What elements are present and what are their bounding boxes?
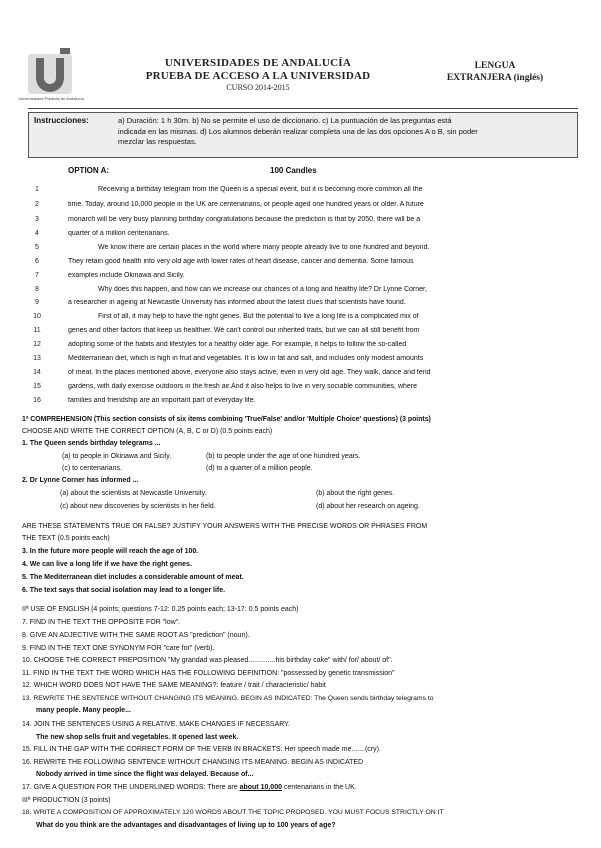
line-number: 6 bbox=[35, 258, 39, 265]
question-1: 1. The Queen sends birthday telegrams ... bbox=[22, 440, 161, 447]
text-line: a researcher in ageing at Newcastle University has informed about the latest clues that scientists have found. bbox=[68, 299, 406, 306]
option-2d: (d) about her research on ageing. bbox=[316, 503, 420, 510]
header-title-1: UNIVERSIDADES DE ANDALUCÍA bbox=[164, 57, 352, 69]
true-false-instruction-2: THE TEXT (0.5 points each) bbox=[22, 535, 110, 542]
header-title-2: PRUEBA DE ACCESO A LA UNIVERSIDAD bbox=[145, 70, 371, 82]
line-number: 1 bbox=[35, 186, 39, 193]
option-1a: (a) to people in Okinawa and Sicily. bbox=[62, 453, 172, 460]
option-label: OPTION A: bbox=[68, 166, 110, 175]
question-15: 15. FILL IN THE GAP WITH THE CORRECT FORM OF THE VERB IN BRACKETS: Her speech made me.......(cry). bbox=[22, 746, 381, 753]
question-17-end: centenarians in the UK. bbox=[282, 784, 357, 791]
text-line: quarter of a million centenarians. bbox=[68, 230, 170, 237]
line-number: 3 bbox=[35, 216, 39, 223]
line-number: 9 bbox=[35, 299, 39, 306]
option-2c: (c) about new discoveries by scientists in her field. bbox=[60, 503, 216, 510]
instructions-line: indicada en las mismas. d) Los alumnos deberán realizar completa una de las dos opciones A o B, sin poder bbox=[118, 126, 478, 136]
question-9: 9. FIND IN THE TEXT ONE SYNONYM FOR "care for" (verb). bbox=[22, 645, 215, 652]
instructions-text bbox=[118, 116, 574, 148]
line-number: 13 bbox=[33, 355, 41, 362]
question-18: 18. WRITE A COMPOSITION OF APPROXIMATELY 120 WORDS ABOUT THE TOPIC PROPOSED. YOU MUST FOCUS STRICTLY ON IT bbox=[22, 809, 444, 816]
header-divider bbox=[28, 108, 578, 109]
question-3: 3. In the future more people will reach the age of 100. bbox=[22, 548, 199, 555]
comprehension-heading: 1ª COMPREHENSION (This section consists of six items combining 'True/False' and/or 'Multiple Choice' questions) (3 points) bbox=[22, 416, 431, 423]
text-line: of meat. In the places mentioned above, everyone also stays active, even in very old age. They walk, dance and tend bbox=[68, 369, 431, 376]
text-line: adopting some of the habits and lifestyles for a healthy older age. For example, it helps to follow the so-called bbox=[68, 341, 407, 348]
text-line: examples include Okinawa and Sicily. bbox=[68, 272, 185, 279]
question-14-sentences: The new shop sells fruit and vegetables. It opened last week. bbox=[36, 734, 239, 741]
question-14: 14. JOIN THE SENTENCES USING A RELATIVE. MAKE CHANGES IF NECESSARY. bbox=[22, 721, 290, 728]
line-number: 11 bbox=[33, 327, 41, 334]
comprehension-subheading: CHOOSE AND WRITE THE CORRECT OPTION (A, B, C or D) (0.5 points each) bbox=[22, 428, 273, 435]
option-1d: (d) to a quarter of a million people. bbox=[206, 465, 313, 472]
text-line: Mediterranean diet, which is high in fruit and vegetables. It is low in fat and salt, and includes only modest amounts bbox=[68, 355, 424, 362]
question-10: 10. CHOOSE THE CORRECT PREPOSITION "My grandad was pleased..............his birthday cake" with/ for/ about/ of". bbox=[22, 657, 393, 664]
header-subject-1: LENGUA bbox=[474, 61, 516, 71]
header-course: CURSO 2014-2015 bbox=[226, 83, 290, 92]
line-number: 12 bbox=[33, 341, 41, 348]
instructions-line: a) Duración: 1 h 30m. b) No se permite el uso de diccionario. c) La puntuación de las preguntas está bbox=[118, 116, 452, 125]
line-number: 10 bbox=[33, 313, 41, 320]
line-number: 16 bbox=[33, 397, 41, 404]
use-of-english-heading: IIª USE OF ENGLISH (4 points; questions 7-12: 0.25 points each; 13-17: 0.5 points each) bbox=[22, 606, 299, 613]
option-1b: (b) to people under the age of one hundred years. bbox=[206, 453, 361, 460]
logo-caption: Universidades Públicas de Andalucía bbox=[18, 96, 84, 101]
instructions-line: mezclar las respuestas. bbox=[118, 137, 197, 146]
text-line: families and friendship are an important part of everyday life. bbox=[68, 397, 256, 404]
question-16: 16. REWRITE THE FOLLOWING SENTENCE WITHOUT CHANGING ITS MEANING. BEGIN AS INDICATED bbox=[22, 759, 364, 766]
line-number: 15 bbox=[33, 383, 41, 390]
text-line: We know there are certain places in the world where many people already live to one hundred and beyond. bbox=[98, 244, 430, 251]
question-17-text: 17. GIVE A QUESTION FOR THE UNDERLINED WORDS: There are bbox=[22, 784, 240, 791]
option-2a: (a) about the scientists at Newcastle University. bbox=[60, 490, 207, 497]
line-number: 7 bbox=[35, 272, 39, 279]
line-number: 2 bbox=[35, 201, 39, 208]
line-number: 5 bbox=[35, 244, 39, 251]
question-17-underlined: about 10,000 bbox=[239, 784, 282, 791]
option-1c: (c) to centenarians. bbox=[62, 465, 122, 472]
text-line: time. Today, around 10,000 people in the UK are centenarians, or people aged one hundred years or older. A future bbox=[68, 201, 424, 208]
question-6: 6. The text says that social isolation may lead to a longer life. bbox=[22, 587, 226, 594]
question-7: 7. FIND IN THE TEXT THE OPPOSITE FOR "low". bbox=[22, 619, 181, 626]
text-line: They retain good health into very old age with lower rates of heart disease, cancer and dementia. Some famous bbox=[68, 258, 414, 265]
question-17 bbox=[22, 784, 357, 791]
option-2b: (b) about the right genes. bbox=[316, 490, 395, 497]
true-false-instruction: ARE THESE STATEMENTS TRUE OR FALSE? JUSTIFY YOUR ANSWERS WITH THE PRECISE WORDS OR PHRASES FROM bbox=[22, 523, 428, 530]
line-number: 14 bbox=[33, 369, 41, 376]
text-line: monarch will be very busy planning birthday congratulations because the prediction is that by 2050, there will be a bbox=[68, 216, 421, 223]
line-number: 8 bbox=[35, 286, 39, 293]
question-11: 11. FIND IN THE TEXT THE WORD WHICH HAS THE FOLLOWING DEFINITION: "possessed by genetic transmission" bbox=[22, 670, 395, 677]
line-number: 4 bbox=[35, 230, 39, 237]
production-heading: IIIª PRODUCTION (3 points) bbox=[22, 797, 111, 804]
text-line: genes and other factors that keep us healthier. We can't control our inherited traits, but we can all still benefit from bbox=[68, 327, 420, 334]
question-8: 8. GIVE AN ADJECTIVE WITH THE SAME ROOT AS "prediction" (noun). bbox=[22, 632, 250, 639]
question-12: 12. WHICH WORD DOES NOT HAVE THE SAME MEANING?: feature / trait / characteristic/ habit bbox=[22, 682, 326, 689]
question-4: 4. We can live a long life if we have the right genes. bbox=[22, 561, 192, 568]
instructions-label: Instrucciones: bbox=[34, 116, 89, 125]
text-line: Receiving a birthday telegram from the Queen is a special event, but it is becoming more common all the bbox=[98, 186, 423, 193]
question-13: 13. REWRITE THE SENTENCE WITHOUT CHANGING ITS MEANING. BEGIN AS INDICATED: The Queen sends birthday telegrams to bbox=[22, 695, 434, 702]
question-5: 5. The Mediterranean diet includes a considerable amount of meat. bbox=[22, 574, 244, 581]
text-line: Why does this happen, and how can we increase our chances of a long and healthy life? Dr Lynne Corner, bbox=[98, 286, 427, 293]
text-title: 100 Candles bbox=[270, 166, 317, 175]
text-line: First of all, it may help to have the right genes. But the potential to live a long life is a complicated mix of bbox=[98, 313, 419, 320]
question-16-sentence: Nobody arrived in time since the flight was delayed. Because of... bbox=[36, 771, 254, 778]
text-line: gardens, with daily exercise outdoors in the fresh air.And it also helps to live in very sociable communities, where bbox=[68, 383, 418, 390]
question-13-continued: many people. Many people... bbox=[36, 707, 131, 714]
question-18-topic: What do you think are the advantages and disadvantages of living up to 100 years of age? bbox=[36, 822, 336, 829]
header-subject-2: EXTRANJERA (inglés) bbox=[446, 73, 544, 83]
question-2: 2. Dr Lynne Corner has informed ... bbox=[22, 477, 139, 484]
